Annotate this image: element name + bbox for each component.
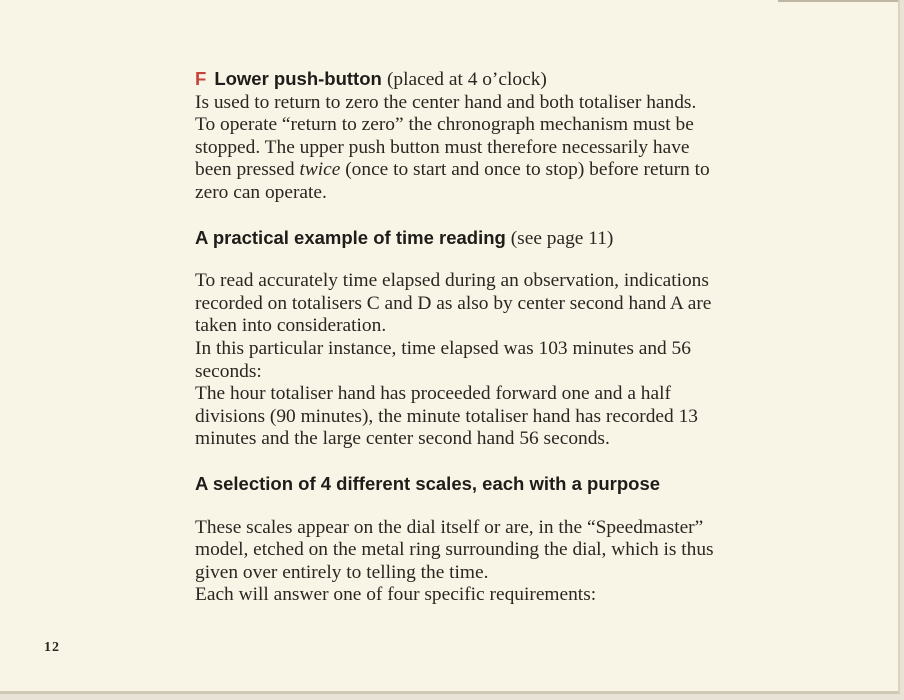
section-f-line: been pressed twice (once to start and once to stop) before return to <box>195 159 710 181</box>
example-line: seconds: <box>195 360 262 382</box>
example-heading <box>195 227 835 251</box>
section-f-line: zero can operate. <box>195 181 327 203</box>
example-line: taken into consideration. <box>195 315 387 337</box>
example-line: In this particular instance, time elapsed was 103 minutes and 56 <box>195 337 691 359</box>
page-edge <box>778 0 898 2</box>
scales-title: A selection of 4 different scales, each with a purpose <box>195 472 661 494</box>
example-line: minutes and the large center second hand 56 seconds. <box>195 428 610 450</box>
scales-heading <box>195 473 835 497</box>
scales-line: model, etched on the metal ring surrounding the dial, which is thus <box>195 539 714 561</box>
example-line: The hour totaliser hand has proceeded forward one and a half <box>195 383 671 405</box>
example-note: (see page 11) <box>510 227 614 249</box>
section-f-note: (placed at 4 o’clock) <box>386 69 547 90</box>
section-f-title: Lower push-button <box>214 68 382 89</box>
example-title: A practical example of time reading <box>195 226 506 248</box>
section-letter: F <box>195 68 207 89</box>
example-line: recorded on totalisers C and D as also by center second hand A are <box>195 292 712 314</box>
section-f-line: stopped. The upper push button must therefore necessarily have <box>195 136 690 158</box>
section-f-heading <box>195 68 835 92</box>
emphasis-twice: twice <box>299 159 341 181</box>
example-line: To read accurately time elapsed during an observation, indications <box>195 270 709 292</box>
page-number: 12 <box>44 640 60 655</box>
section-f-line: To operate “return to zero” the chronograph mechanism must be <box>195 114 694 136</box>
scales-line: These scales appear on the dial itself or are, in the “Speedmaster” <box>195 516 704 538</box>
section-f-line: Is used to return to zero the center hand and both totaliser hands. <box>195 91 697 113</box>
page-body <box>195 68 835 607</box>
scales-line: given over entirely to telling the time. <box>195 561 489 583</box>
scales-line: Each will answer one of four specific requirements: <box>195 584 597 606</box>
example-line: divisions (90 minutes), the minute totaliser hand has recorded 13 <box>195 405 698 427</box>
